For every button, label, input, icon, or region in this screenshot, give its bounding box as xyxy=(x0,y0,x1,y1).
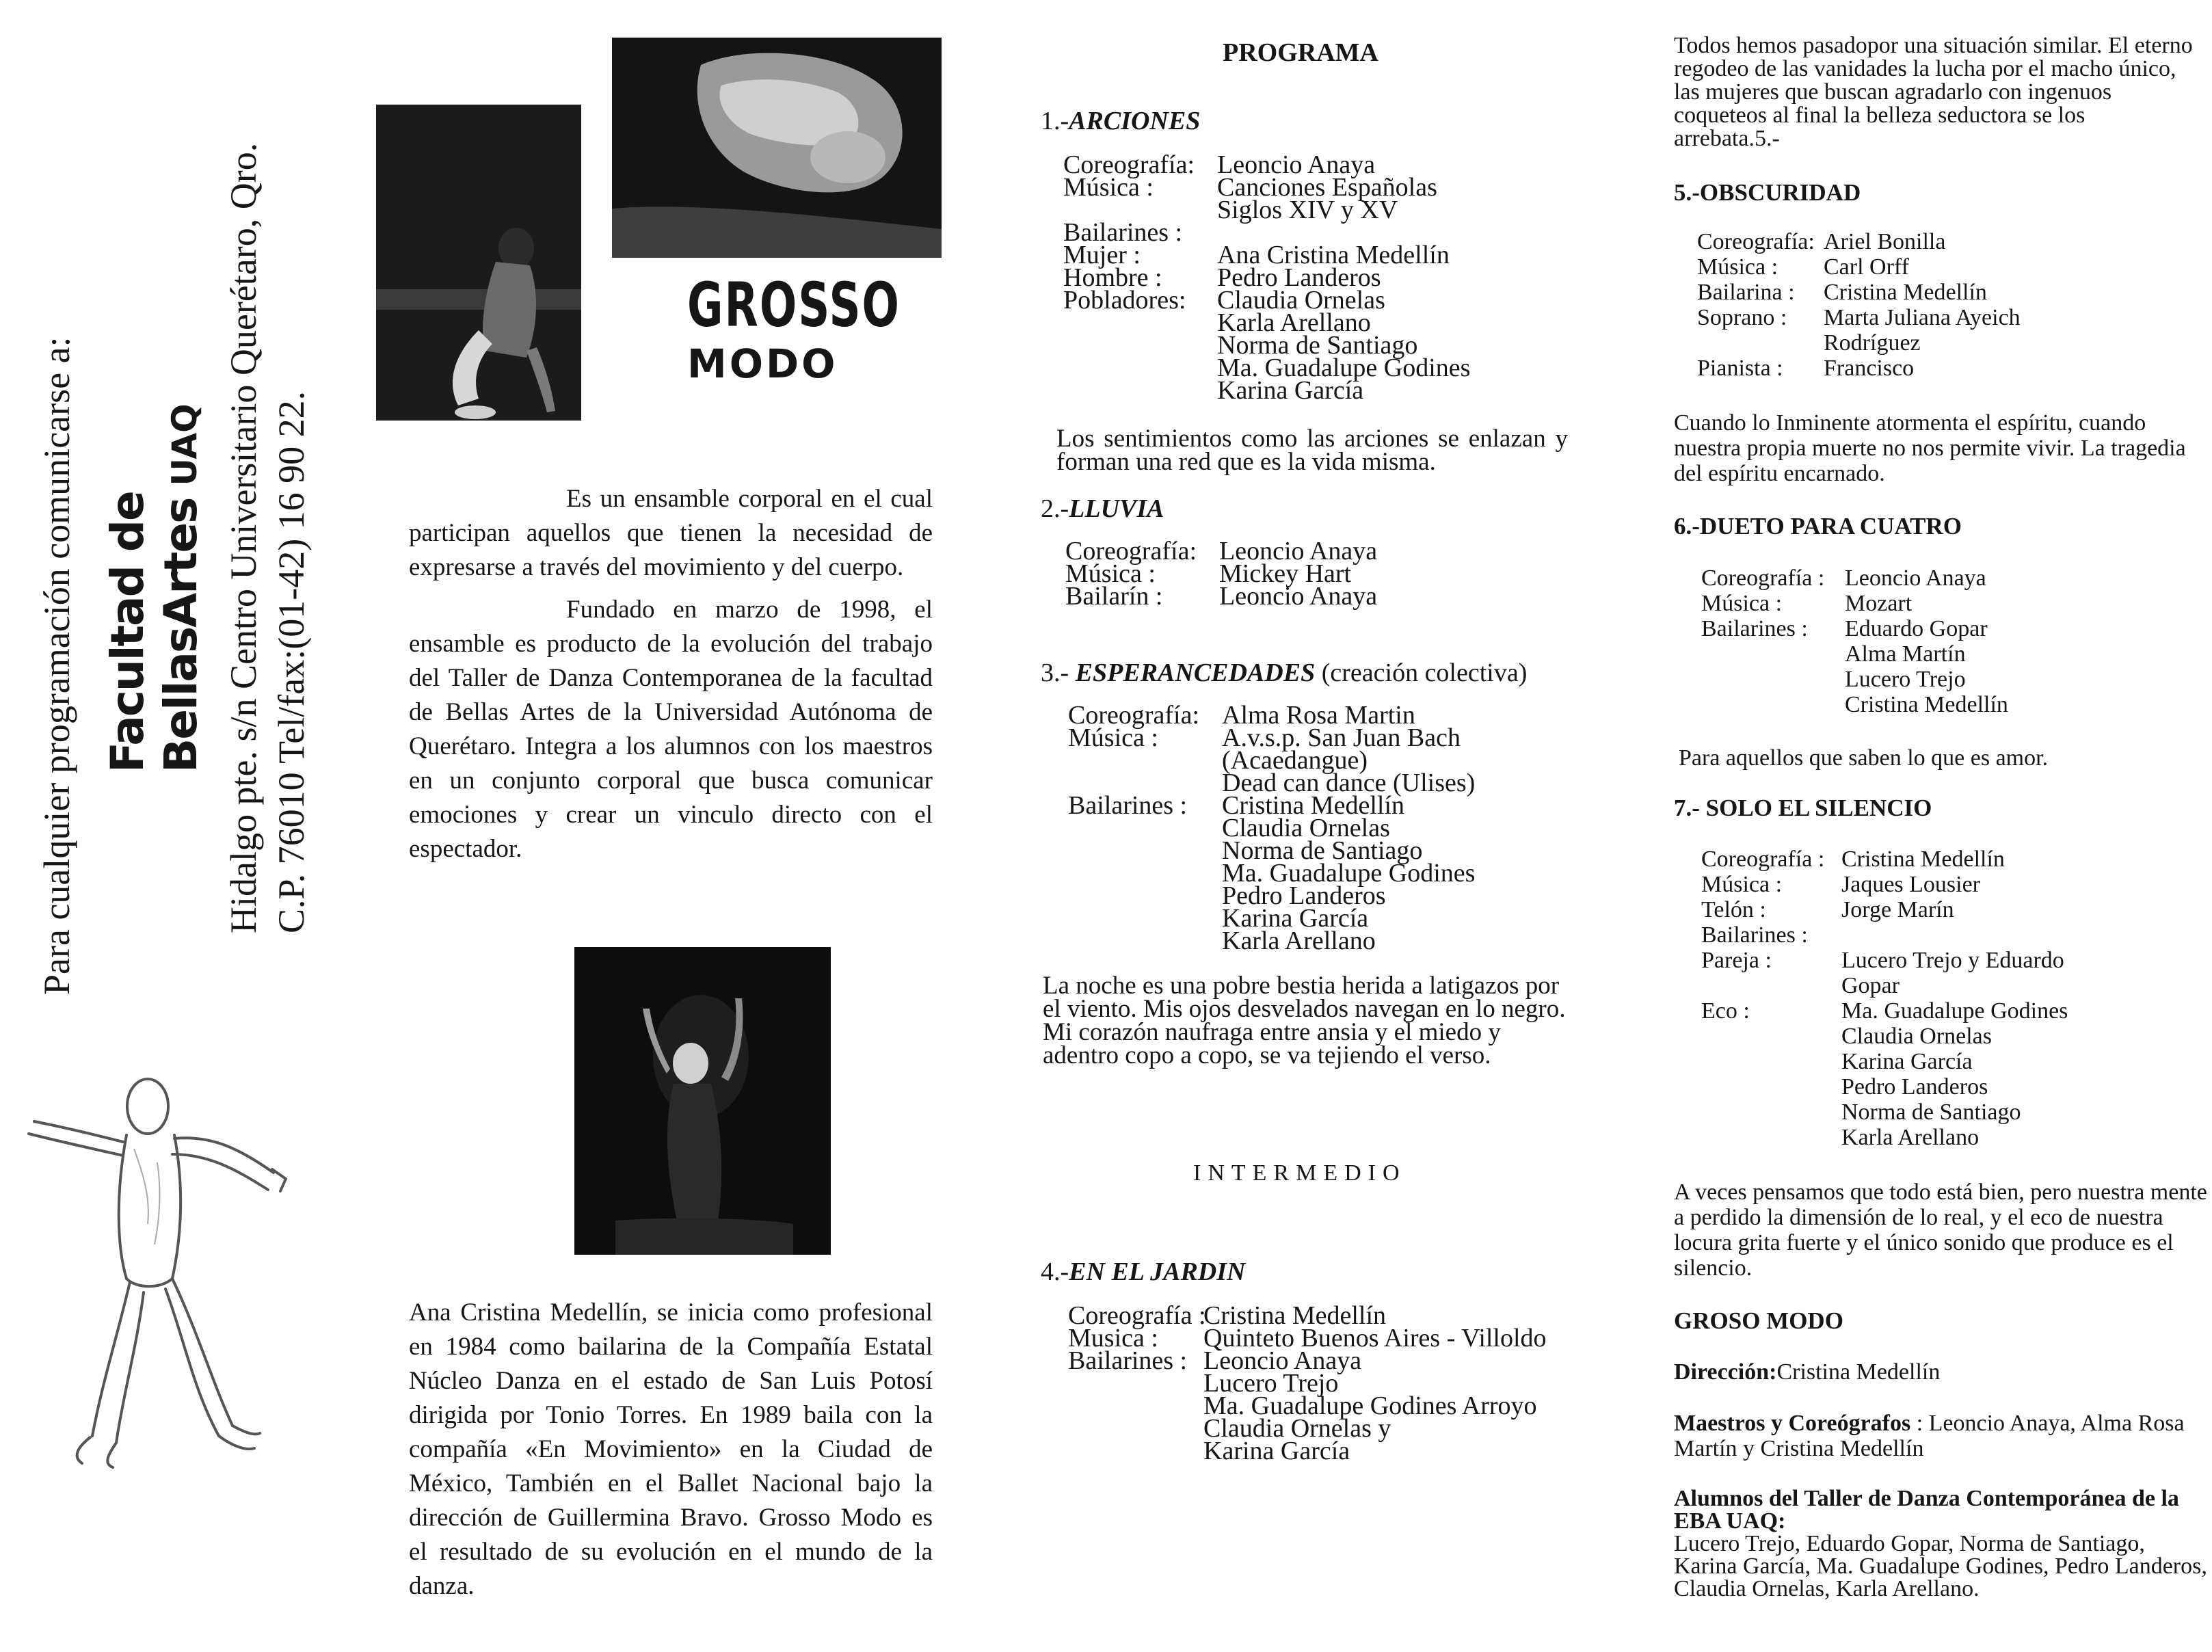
credit-row xyxy=(1697,254,2021,280)
section-dueto-heading: 6.-DUETO PARA CUATRO xyxy=(1674,513,1962,539)
credit-label: Coreografía: xyxy=(1697,229,1815,254)
credit-value: Lucero Trejo xyxy=(1203,1369,1339,1398)
credit-value: Mozart xyxy=(1845,591,1913,616)
credit-label: Coreografía: xyxy=(1065,537,1197,565)
credit-label: Coreografía : xyxy=(1068,1301,1206,1330)
section-silencio-heading: 7.- SOLO EL SILENCIO xyxy=(1674,795,1932,821)
intermission-label: INTERMEDIO xyxy=(1193,1160,1407,1186)
credit-value: Claudia Ornelas xyxy=(1841,1024,1992,1049)
credit-value: Siglos XIV y XV xyxy=(1217,196,1398,224)
dancer-sketch-image xyxy=(14,1053,315,1491)
credit-value: Claudia Ornelas xyxy=(1217,286,1385,315)
credit-value: Alma Rosa Martin xyxy=(1222,701,1415,730)
contact-line: Para cualquier programación comunicarse a: xyxy=(36,336,77,995)
credit-value: Pedro Landeros xyxy=(1217,263,1381,292)
grosso-modo-logo xyxy=(687,270,901,387)
credit-row xyxy=(1701,692,2008,717)
credit-value: Quinteto Buenos Aires - Villoldo xyxy=(1203,1324,1547,1353)
section-lluvia-heading xyxy=(1041,494,1164,524)
credit-value: Cristina Medellín xyxy=(1841,847,2005,872)
credit-row xyxy=(1063,376,1470,405)
credit-value: Leoncio Anaya xyxy=(1219,582,1378,611)
section-arciones-heading xyxy=(1041,106,1200,136)
students-label: Alumnos del Taller de Danza Contemporánea de la EBA UAQ: xyxy=(1674,1486,2179,1534)
credit-row xyxy=(1701,1024,2068,1049)
section-number: 4.- xyxy=(1041,1257,1069,1286)
credit-value: Ariel Bonilla xyxy=(1824,229,1946,254)
credit-row xyxy=(1701,973,2068,998)
faculty-logo-line1: Facultad de xyxy=(101,492,154,773)
credit-row xyxy=(1701,565,2008,591)
credit-label: Música : xyxy=(1063,173,1154,202)
credit-value: Karina García xyxy=(1217,376,1364,405)
section-esperancedades-heading xyxy=(1041,658,1527,688)
credit-label: Bailarina : xyxy=(1697,280,1795,305)
credit-value: Lucero Trejo y Eduardo xyxy=(1841,948,2064,973)
credit-label: Bailarines : xyxy=(1068,1346,1188,1375)
dance-photo-floor xyxy=(612,38,942,258)
credit-row xyxy=(1701,998,2068,1024)
credit-label: Pianista : xyxy=(1697,356,1783,381)
program-title: PROGRAMA xyxy=(1223,38,1378,67)
intro-paragraph-2: Fundado en marzo de 1998, el ensamble es producto de la evolución del trabajo del Taller de Danza Contemporanea de la facultad de Bellas Artes de la Universidad Autónoma de Querétaro. Integra a los alumnos con los maestros en un conjunto corporal que busca comunicar emociones y crear un vinculo directo con el espectador. xyxy=(409,596,933,863)
credit-value: Karla Arellano xyxy=(1222,927,1376,955)
credit-row xyxy=(1701,897,2068,922)
credit-row xyxy=(1697,356,2021,381)
section-en-el-jardin-heading xyxy=(1041,1257,1245,1287)
credit-row xyxy=(1068,927,1475,955)
section-obscuridad-text: Cuando lo Inminente atormenta el espíritu, cuando nuestra propia muerte no nos permite vivir. La tragedia del espíritu encarnado. xyxy=(1674,410,2186,486)
section-number: 1.- xyxy=(1041,107,1069,135)
section-esperancedades-credits xyxy=(1068,701,1476,955)
credit-row xyxy=(1701,847,2068,872)
credit-value: Ana Cristina Medellín xyxy=(1217,241,1450,269)
section-arciones-text: Los sentimientos como las arciones se enlazan y forman una red que es la vida misma. xyxy=(1056,425,1568,476)
credit-label: Hombre : xyxy=(1063,263,1162,292)
credit-label: Música : xyxy=(1701,591,1783,616)
direction-value: Cristina Medellín xyxy=(1776,1359,1941,1385)
grosso-logo-top: GROSSO xyxy=(687,270,901,341)
credit-value: Dead can dance (Ulises) xyxy=(1222,769,1476,797)
credit-value: Marta Juliana Ayeich xyxy=(1824,305,2021,330)
credit-label: Bailarines : xyxy=(1701,922,1808,948)
credit-value: Claudia Ornelas xyxy=(1222,814,1390,842)
credit-label: Música : xyxy=(1697,254,1778,280)
credit-value: Pedro Landeros xyxy=(1222,881,1386,910)
credit-value: Ma. Guadalupe Godines Arroyo xyxy=(1203,1391,1537,1420)
faculty-logo xyxy=(101,403,208,773)
credit-row xyxy=(1701,616,2008,641)
section-name: EN EL JARDIN xyxy=(1069,1257,1246,1286)
bio-paragraph: Ana Cristina Medellín, se inicia como profesional en 1984 como bailarina de la Compañía Estatal Núcleo Danza en el estado de San Luis Potosí dirigida por Tonio Torres. En 1989 baila con la compañía «En Movimiento» en la Ciudad de México, También en el Ballet Nacional bajo la dirección de Guillermina Bravo. Grosso Modo es el resultado de su evolución en el mundo de la danza. xyxy=(409,1298,933,1600)
section-name: LLUVIA xyxy=(1069,494,1164,523)
credit-value: Jaques Lousier xyxy=(1841,872,1981,897)
credit-label: Coreografía : xyxy=(1701,565,1825,591)
credit-value: Karina García xyxy=(1841,1049,1973,1074)
credit-value: Karina García xyxy=(1222,904,1369,933)
credit-label: Bailarín : xyxy=(1065,582,1163,611)
credit-value: Norma de Santiago xyxy=(1841,1100,2021,1125)
credit-value: Cristina Medellín xyxy=(1203,1301,1387,1330)
credit-row xyxy=(1701,1100,2068,1125)
teachers-label: Maestros y Coreógrafos xyxy=(1674,1411,1911,1436)
stage-performance-photo xyxy=(574,947,831,1255)
section-dueto-credits xyxy=(1701,565,2008,717)
credit-label: Soprano : xyxy=(1697,305,1787,330)
credit-value: A.v.s.p. San Juan Bach xyxy=(1222,723,1461,752)
credit-value: Rodríguez xyxy=(1824,330,1921,356)
credit-value: Alma Martín xyxy=(1845,641,1966,667)
credit-value: (Acaedangue) xyxy=(1222,746,1368,775)
credit-label: Eco : xyxy=(1701,998,1750,1024)
credit-row xyxy=(1701,1125,2068,1150)
section-number: 2.- xyxy=(1041,494,1069,523)
section-en-el-jardin-text: Todos hemos pasadopor una situación similar. El eterno regodeo de las vanidades la lucha por el macho único, las mujeres que buscan agradarlo con ingenuos coqueteos al final la belleza seductora se los arrebata.5.- xyxy=(1674,33,2193,151)
teachers-value: : Leoncio Anaya, Alma Rosa Martín y Cristina Medellín xyxy=(1674,1411,2185,1461)
credit-value: Leoncio Anaya xyxy=(1219,537,1378,565)
credit-row xyxy=(1701,667,2008,692)
intro-text xyxy=(409,482,933,866)
credit-value: Claudia Ornelas y xyxy=(1203,1414,1391,1443)
dance-photo-lift xyxy=(376,105,581,421)
address-line-1: Hidalgo pte. s/n Centro Universitario Querétaro, Qro. xyxy=(223,142,264,933)
credit-label: Coreografía: xyxy=(1068,701,1200,730)
direction-line xyxy=(1674,1359,1940,1385)
section-dueto-text: Para aquellos que saben lo que es amor. xyxy=(1679,745,2049,771)
section-en-el-jardin-credits xyxy=(1068,1301,1547,1465)
credit-value: Jorge Marín xyxy=(1841,897,1954,922)
section-suffix: (creación colectiva) xyxy=(1321,658,1528,687)
section-obscuridad-credits xyxy=(1697,229,2021,381)
credit-value: Cristina Medellín xyxy=(1222,791,1405,820)
section-number: 3.- xyxy=(1041,658,1069,687)
credit-value: Karla Arellano xyxy=(1841,1125,1980,1150)
section-obscuridad-heading: 5.-OBSCURIDAD xyxy=(1674,179,1861,206)
credit-label: Bailarines : xyxy=(1068,791,1188,820)
credit-value: Karina García xyxy=(1203,1437,1350,1465)
section-esperancedades-poem: La noche es una pobre bestia herida a latigazos por el viento. Mis ojos desvelados navegan en lo negro. Mi corazón naufraga entre ansia y el miedo y adentro copo a copo, se va tejiendo el verso. xyxy=(1043,972,1566,1069)
credit-row xyxy=(1701,872,2068,897)
credit-label: Música : xyxy=(1701,872,1783,897)
credit-row xyxy=(1701,591,2008,616)
teachers-line xyxy=(1674,1411,2207,1461)
credit-label: Bailarines : xyxy=(1063,218,1183,247)
credit-value: Norma de Santiago xyxy=(1222,836,1423,865)
credit-value: Cristina Medellín xyxy=(1824,280,1987,305)
credit-value: Lucero Trejo xyxy=(1845,667,1966,692)
credit-value: Canciones Españolas xyxy=(1217,173,1437,202)
credit-label: Pobladores: xyxy=(1063,286,1186,315)
credit-value: Eduardo Gopar xyxy=(1845,616,1988,641)
faculty-logo-uaq: UAQ xyxy=(165,403,204,486)
credit-label: Coreografía : xyxy=(1701,847,1825,872)
credit-row xyxy=(1697,330,2021,356)
credit-row xyxy=(1068,1437,1547,1465)
credit-label: Música : xyxy=(1068,723,1158,752)
section-arciones-credits xyxy=(1063,150,1471,405)
credit-value: Francisco xyxy=(1824,356,1915,381)
intro-paragraph-1: Es un ensamble corporal en el cual participan aquellos que tienen la necesidad de expresarse a través del movimiento y del cuerpo. xyxy=(409,485,933,581)
credit-label: Musica : xyxy=(1068,1324,1158,1353)
section-lluvia-credits xyxy=(1065,537,1378,611)
credit-value: Leoncio Anaya xyxy=(1845,565,1986,591)
credit-label: Coreografía: xyxy=(1063,150,1195,179)
credit-row xyxy=(1701,1074,2068,1100)
section-name: ESPERANCEDADES xyxy=(1075,658,1316,687)
credit-label: Telón : xyxy=(1701,897,1766,922)
credit-row xyxy=(1701,948,2068,973)
credit-value: Ma. Guadalupe Godines xyxy=(1217,354,1471,382)
bio-text xyxy=(409,1296,933,1603)
credit-row xyxy=(1701,1049,2068,1074)
company-title: GROSO MODO xyxy=(1674,1307,1843,1334)
address-line-2: C.P. 76010 Tel/fax:(01-42) 16 90 22. xyxy=(271,390,312,933)
credit-label: Música : xyxy=(1065,559,1156,588)
credit-value: Leoncio Anaya xyxy=(1203,1346,1362,1375)
section-name: ARCIONES xyxy=(1069,107,1201,135)
faculty-logo-line2: BellasArtes xyxy=(155,498,207,773)
credit-value: Leoncio Anaya xyxy=(1217,150,1376,179)
credit-row xyxy=(1697,229,2021,254)
grosso-logo-bottom: MODO xyxy=(687,341,838,387)
credit-label: Mujer : xyxy=(1063,241,1141,269)
students-block xyxy=(1674,1487,2207,1600)
credit-row xyxy=(1065,582,1378,611)
credit-value: Karla Arellano xyxy=(1217,308,1371,337)
credit-label: Pareja : xyxy=(1701,948,1772,973)
section-silencio-credits xyxy=(1701,847,2068,1150)
credit-value: Ma. Guadalupe Godines xyxy=(1841,998,2068,1024)
credit-value: Norma de Santiago xyxy=(1217,331,1418,360)
direction-label: Dirección: xyxy=(1674,1359,1777,1385)
credit-row xyxy=(1701,641,2008,667)
credit-label: Bailarines : xyxy=(1701,616,1808,641)
credit-value: Carl Orff xyxy=(1824,254,1909,280)
credit-value: Cristina Medellín xyxy=(1845,692,2008,717)
credit-value: Gopar xyxy=(1841,973,1900,998)
credit-row xyxy=(1697,305,2021,330)
credit-value: Ma. Guadalupe Godines xyxy=(1222,859,1476,888)
students-value: Lucero Trejo, Eduardo Gopar, Norma de Santiago, Karina García, Ma. Guadalupe Godines, Pedro Landeros, Claudia Ornelas, Karla Arellano. xyxy=(1674,1531,2207,1601)
section-silencio-text: A veces pensamos que todo está bien, pero nuestra mente a perdido la dimensión de lo real, y el eco de nuestra locura grita fuerte y el único sonido que produce es el silencio. xyxy=(1674,1180,2207,1281)
credit-value: Mickey Hart xyxy=(1219,559,1352,588)
credit-value: Pedro Landeros xyxy=(1841,1074,1988,1100)
credit-row xyxy=(1697,280,2021,305)
credit-row xyxy=(1701,922,2068,948)
